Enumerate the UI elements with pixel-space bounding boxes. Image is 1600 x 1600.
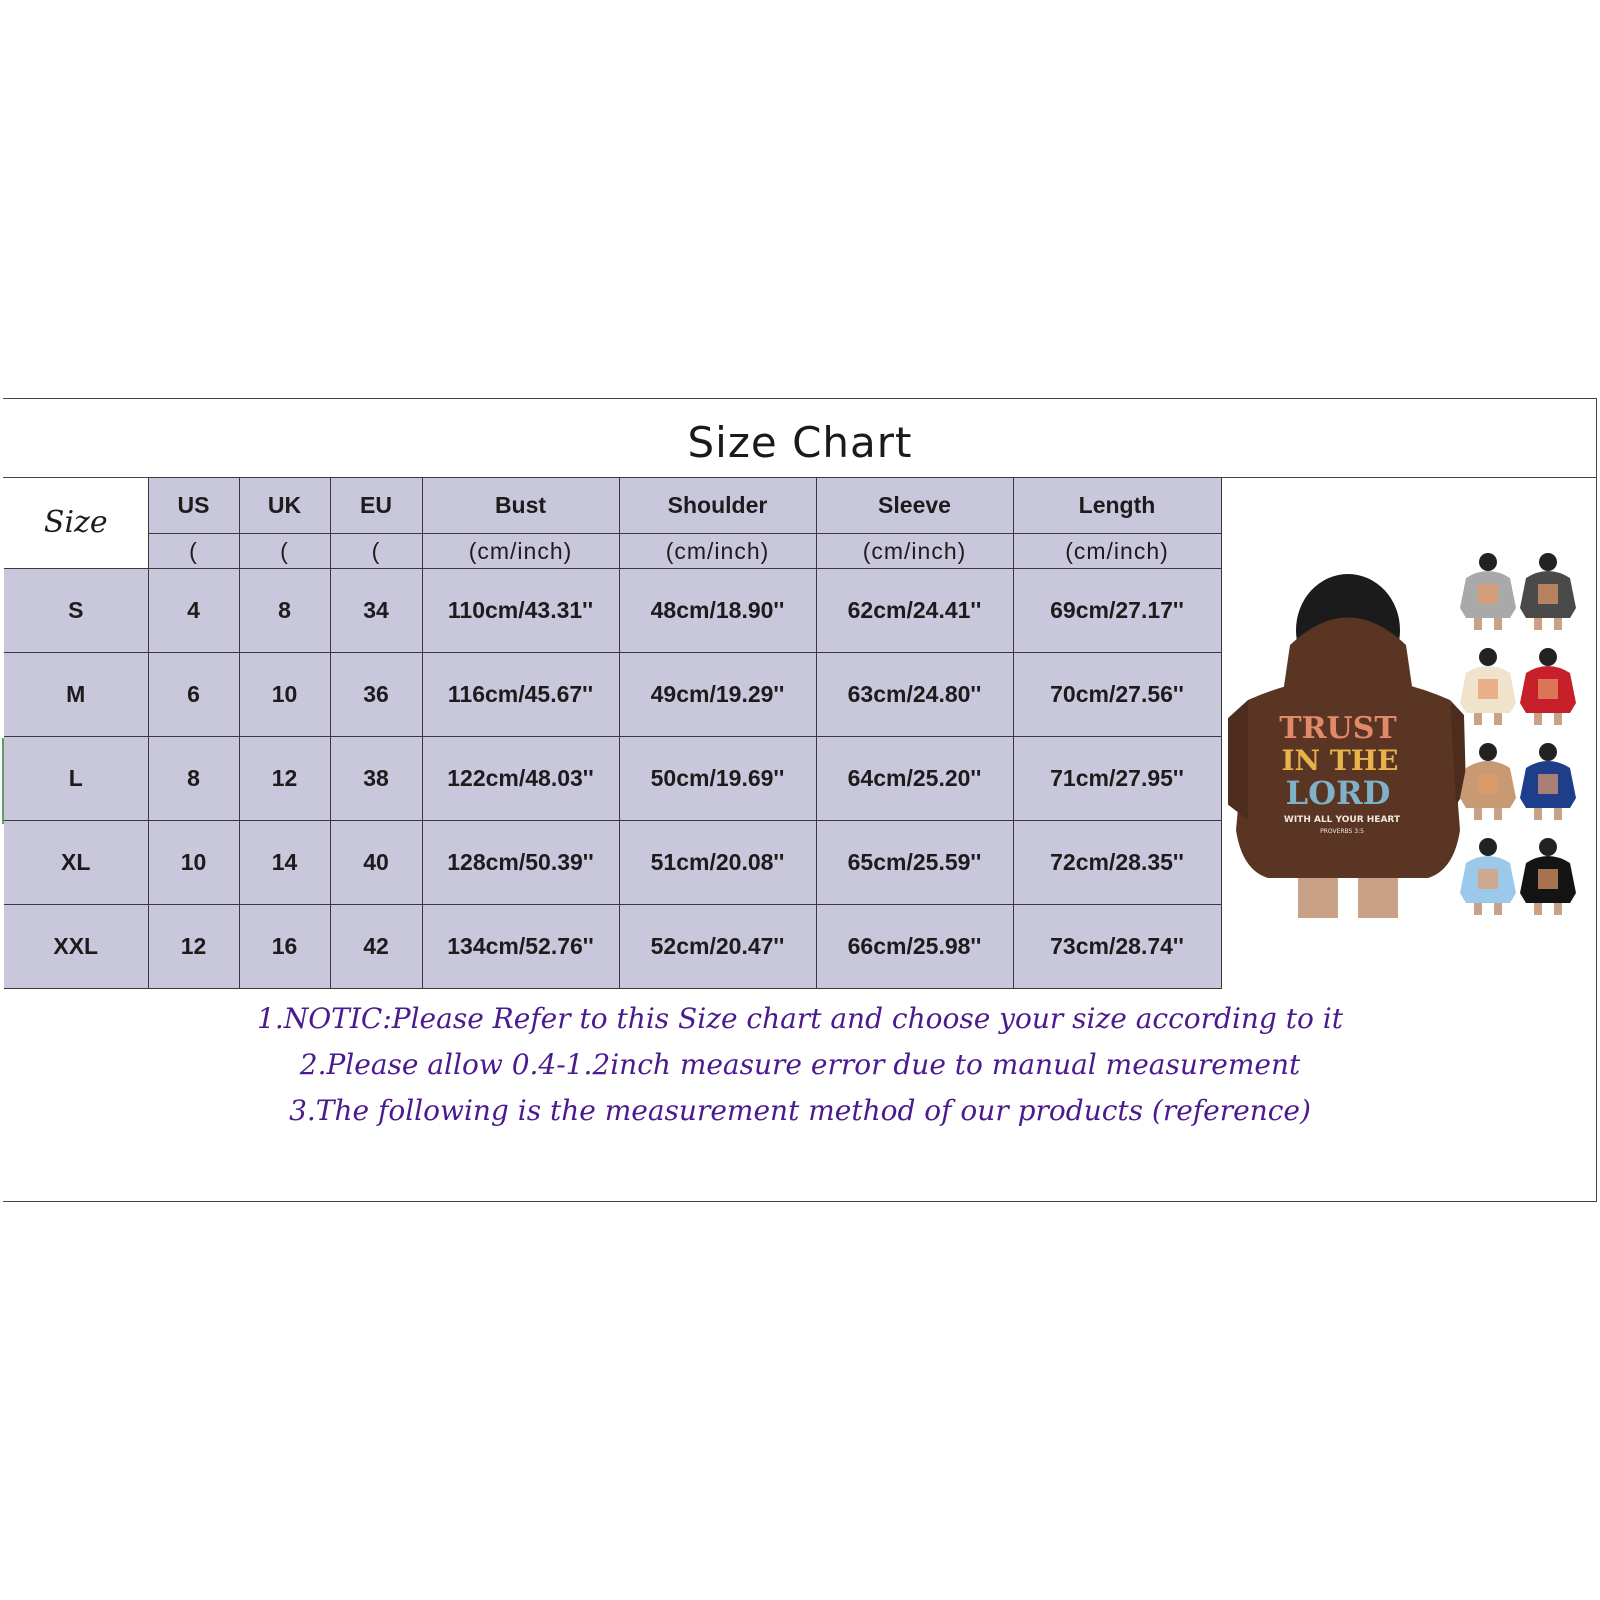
- bust-cell: 128cm/50.39'': [422, 821, 619, 905]
- variant-hoodie: [1460, 743, 1516, 820]
- variant-hoodie: [1520, 553, 1576, 630]
- print-subcaption: PROVERBS 3:5: [1320, 828, 1364, 835]
- unit-us: (: [148, 534, 239, 569]
- shoulder-cell: 48cm/18.90'': [619, 569, 816, 653]
- notes: [0, 996, 1600, 1134]
- us-cell: 12: [148, 905, 239, 989]
- unit-uk: (: [239, 534, 330, 569]
- sleeve-cell: 64cm/25.20'': [816, 737, 1013, 821]
- table-row: [4, 905, 1221, 989]
- us-cell: 4: [148, 569, 239, 653]
- length-cell: 70cm/27.56'': [1013, 653, 1221, 737]
- bust-cell: 122cm/48.03'': [422, 737, 619, 821]
- uk-cell: 10: [239, 653, 330, 737]
- uk-cell: 16: [239, 905, 330, 989]
- main-hoodie: [1228, 574, 1466, 918]
- size-cell: XL: [4, 821, 148, 905]
- size-cell: M: [4, 653, 148, 737]
- us-cell: 8: [148, 737, 239, 821]
- shoulder-cell: 49cm/19.29'': [619, 653, 816, 737]
- print-caption: WITH ALL YOUR HEART: [1283, 815, 1401, 825]
- shoulder-cell: 52cm/20.47'': [619, 905, 816, 989]
- unit-bust: (cm/inch): [422, 534, 619, 569]
- table-row: [4, 569, 1221, 653]
- uk-cell: 8: [239, 569, 330, 653]
- column-header-uk: UK: [239, 478, 330, 534]
- variant-hoodie: [1460, 838, 1516, 915]
- eu-cell: 34: [330, 569, 422, 653]
- shoulder-cell: 50cm/19.69'': [619, 737, 816, 821]
- unit-shoulder: (cm/inch): [619, 534, 816, 569]
- bust-cell: 134cm/52.76'': [422, 905, 619, 989]
- us-cell: 10: [148, 821, 239, 905]
- header-row: [4, 478, 1221, 534]
- us-cell: 6: [148, 653, 239, 737]
- print-line-3: LORD: [1285, 774, 1391, 812]
- variant-hoodie: [1520, 838, 1576, 915]
- size-cell: XXL: [4, 905, 148, 989]
- size-header: Size: [4, 478, 148, 569]
- column-header-shoulder: Shoulder: [619, 478, 816, 534]
- column-header-eu: EU: [330, 478, 422, 534]
- variant-hoodie: [1520, 743, 1576, 820]
- bust-cell: 116cm/45.67'': [422, 653, 619, 737]
- table-row: [4, 653, 1221, 737]
- sleeve-cell: 65cm/25.59'': [816, 821, 1013, 905]
- uk-cell: 12: [239, 737, 330, 821]
- chart-title: Size Chart: [687, 418, 913, 467]
- column-header-length: Length: [1013, 478, 1221, 534]
- product-image: [1228, 550, 1598, 930]
- table-row: [4, 737, 1221, 821]
- eu-cell: 40: [330, 821, 422, 905]
- sleeve-cell: 66cm/25.98'': [816, 905, 1013, 989]
- variant-hoodie: [1460, 648, 1516, 725]
- unit-length: (cm/inch): [1013, 534, 1221, 569]
- table-row: [4, 821, 1221, 905]
- note-2: 2.Please allow 0.4-1.2inch measure error due to manual measurement: [299, 1048, 1301, 1081]
- column-header-us: US: [148, 478, 239, 534]
- eu-cell: 42: [330, 905, 422, 989]
- length-cell: 69cm/27.17'': [1013, 569, 1221, 653]
- print-line-1: TRUST: [1279, 711, 1397, 746]
- variant-hoodie: [1520, 648, 1576, 725]
- size-cell: S: [4, 569, 148, 653]
- note-3: 3.The following is the measurement method of our products (reference): [289, 1094, 1311, 1127]
- sleeve-cell: 62cm/24.41'': [816, 569, 1013, 653]
- uk-cell: 14: [239, 821, 330, 905]
- note-1: 1.NOTIC:Please Refer to this Size chart and choose your size according to it: [257, 1002, 1343, 1035]
- size-table: [4, 477, 1222, 989]
- variant-hoodie: [1460, 553, 1516, 630]
- sleeve-cell: 63cm/24.80'': [816, 653, 1013, 737]
- eu-cell: 36: [330, 653, 422, 737]
- unit-sleeve: (cm/inch): [816, 534, 1013, 569]
- print-line-2: IN THE: [1281, 744, 1399, 777]
- length-cell: 73cm/28.74'': [1013, 905, 1221, 989]
- length-cell: 71cm/27.95'': [1013, 737, 1221, 821]
- shoulder-cell: 51cm/20.08'': [619, 821, 816, 905]
- eu-cell: 38: [330, 737, 422, 821]
- variant-thumbnails: [1460, 553, 1576, 915]
- bust-cell: 110cm/43.31'': [422, 569, 619, 653]
- column-header-bust: Bust: [422, 478, 619, 534]
- length-cell: 72cm/28.35'': [1013, 821, 1221, 905]
- column-header-sleeve: Sleeve: [816, 478, 1013, 534]
- unit-row: [4, 534, 1221, 569]
- size-cell: L: [4, 737, 148, 821]
- unit-eu: (: [330, 534, 422, 569]
